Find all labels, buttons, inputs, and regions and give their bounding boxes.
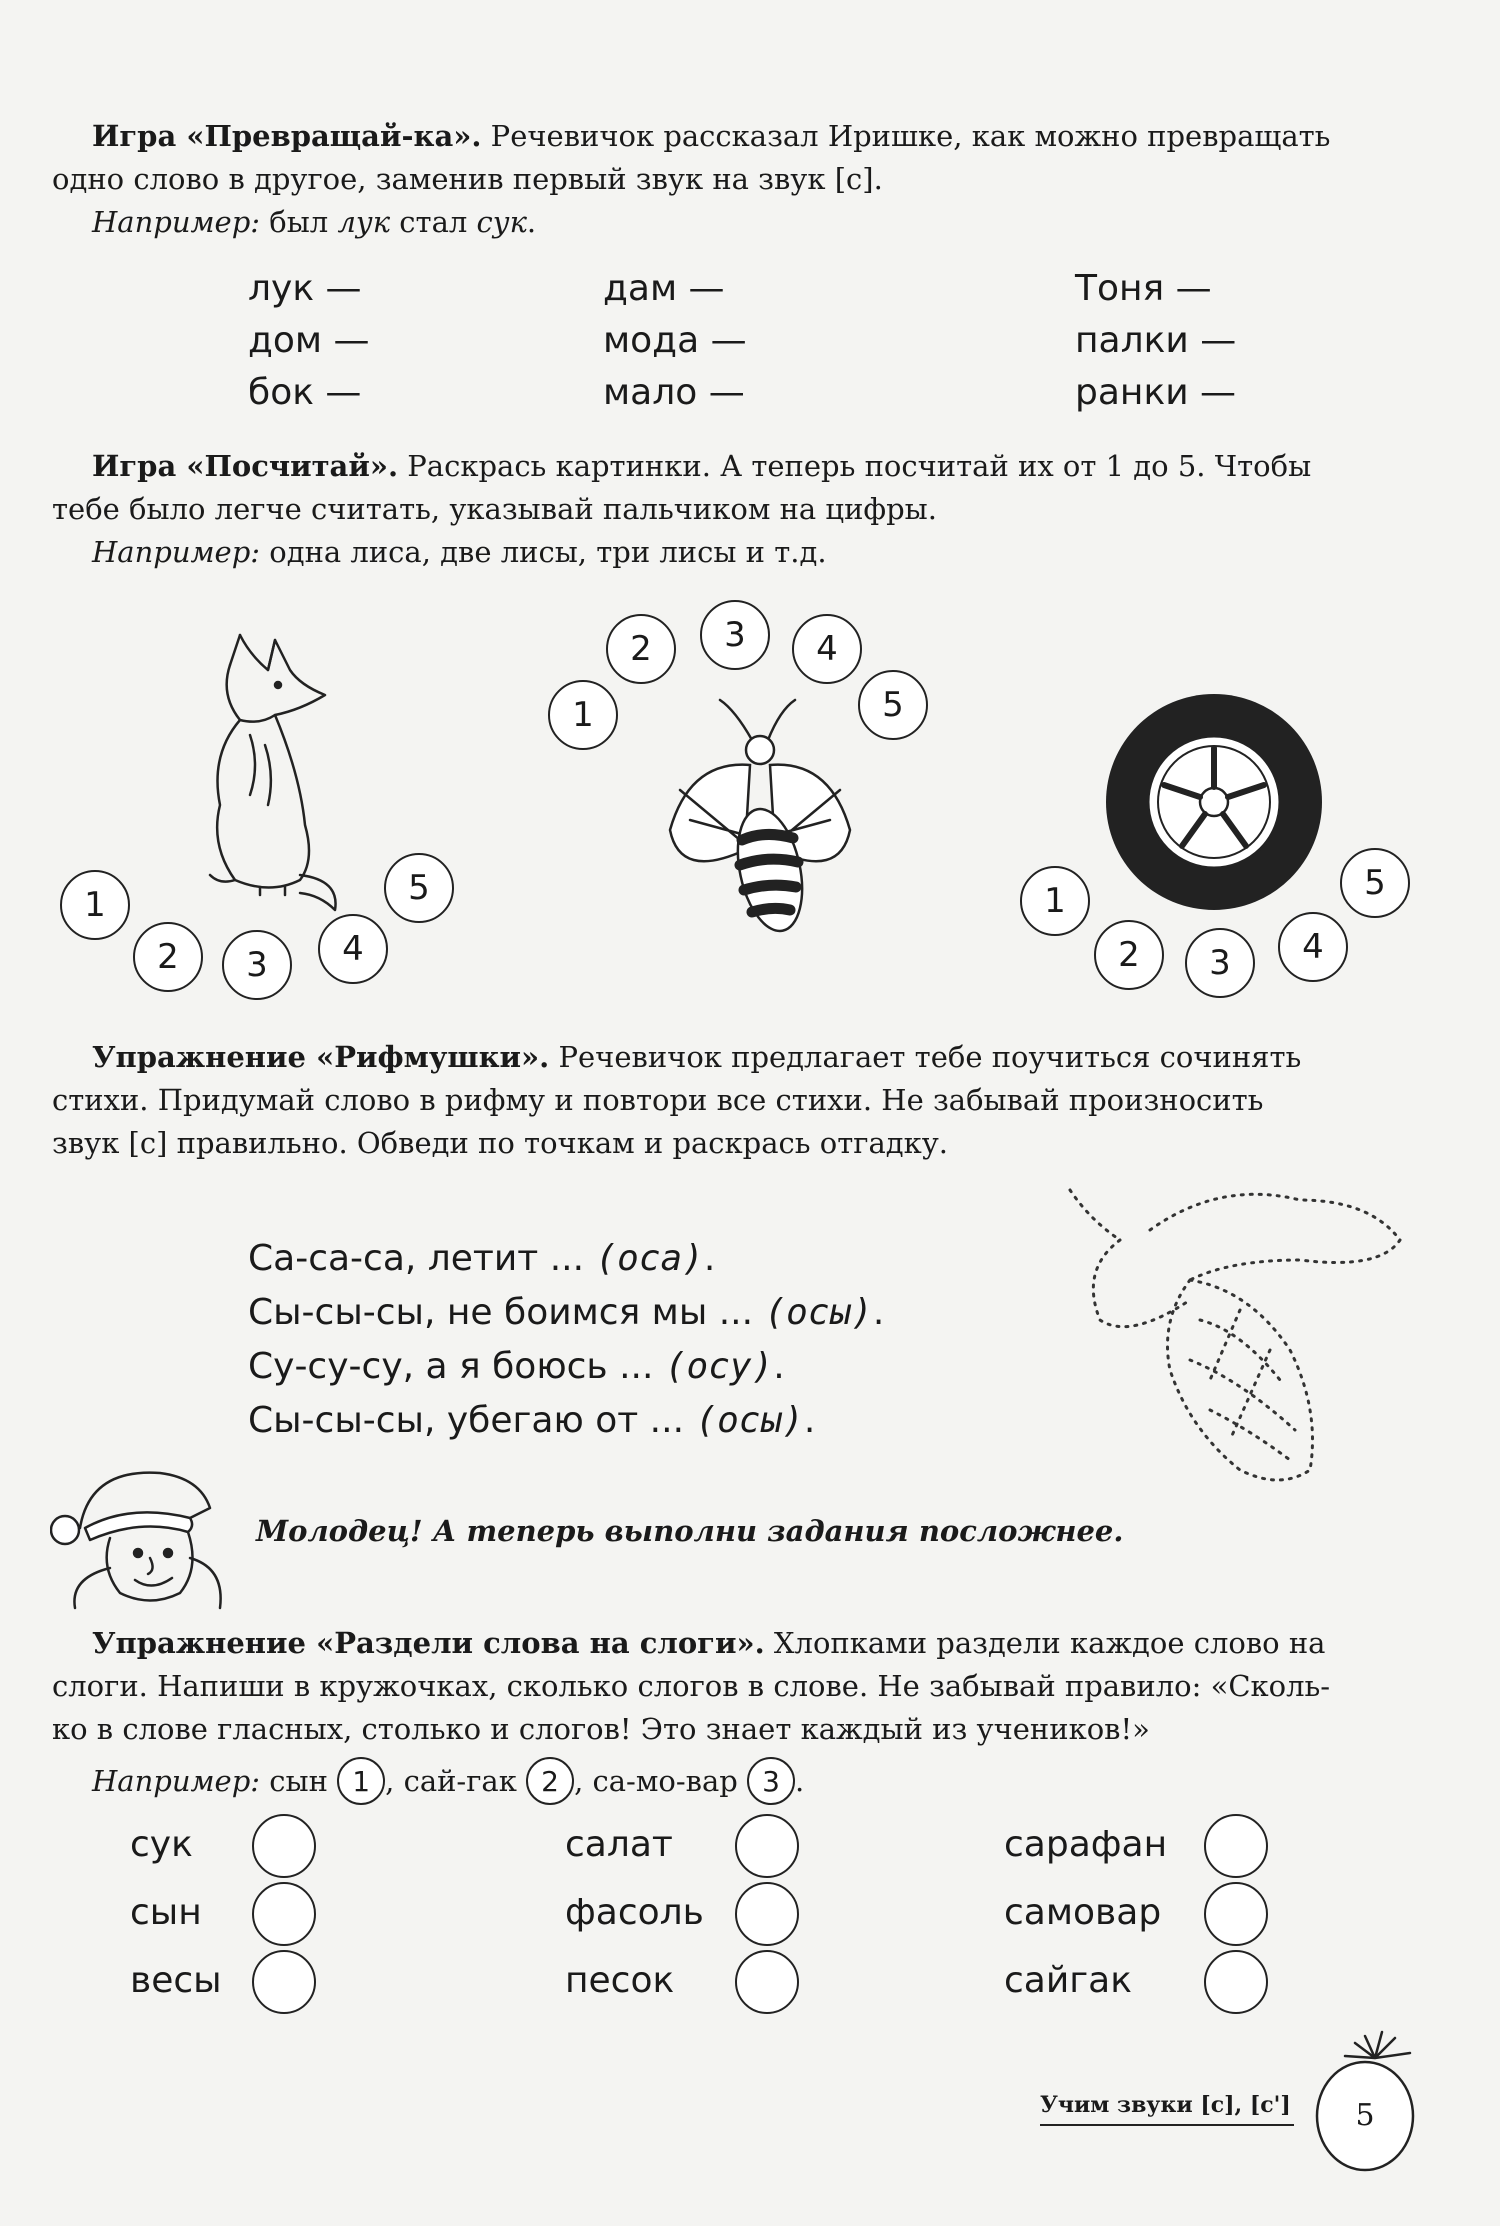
syllable-answer-circle[interactable]: [1204, 1950, 1268, 2014]
game1-text2: одно слово в другое, заменив первый звук на звук [с].: [52, 162, 883, 196]
count-circle-fox-4: 4: [318, 914, 388, 984]
footer-divider: [1040, 2124, 1294, 2126]
syllable-word-salat: салат: [565, 1824, 673, 1865]
syllable-word-suk: сук: [130, 1824, 193, 1865]
game1-example-a: был: [260, 205, 338, 239]
wheel-picture: [1102, 690, 1327, 915]
example-syllable-circle-2: 2: [526, 1757, 574, 1805]
syllable-word-vesy: весы: [130, 1960, 222, 2001]
word-ranki: ранки —: [1075, 372, 1237, 413]
example-end: .: [795, 1763, 805, 1798]
rhyme-line: [248, 1286, 884, 1340]
rhyme-answer: (осы): [764, 1292, 873, 1333]
rhyme-end: .: [803, 1400, 816, 1441]
page-number: 5: [1355, 2098, 1375, 2133]
syllable-answer-circle[interactable]: [252, 1814, 316, 1878]
footer-section-title: Учим звуки [с], [с']: [1040, 2092, 1291, 2118]
praise-text: Молодец! А теперь выполни задания посложнее.: [256, 1514, 1124, 1548]
exercise1-paragraph: [52, 1036, 1432, 1165]
gnome-mascot: [50, 1458, 230, 1613]
fox-picture: [150, 625, 350, 915]
rhyme-line: [248, 1232, 884, 1286]
game2-text1: Раскрась картинки. А теперь посчитай их от 1 до 5. Чтобы: [398, 449, 1312, 483]
game1-example-label: Например:: [92, 205, 261, 239]
count-circle-fox-1: 1: [60, 870, 130, 940]
syllable-answer-circle[interactable]: [735, 1882, 799, 1946]
rhyme-answer: (осы): [695, 1400, 804, 1441]
word-dam: дам —: [603, 268, 725, 309]
rhyme-text: Су-су-су, а я боюсь ...: [248, 1346, 665, 1387]
game1-example-e: .: [526, 205, 537, 239]
example-word-2: , сай-гак: [385, 1763, 527, 1798]
game2-example-label: Например:: [92, 535, 261, 569]
example-word-3: , са-мо-вар: [574, 1763, 748, 1798]
syllable-answer-circle[interactable]: [1204, 1814, 1268, 1878]
example-syllable-circle-1: 1: [337, 1757, 385, 1805]
game2-paragraph: [52, 445, 1432, 574]
word-tonya: Тоня —: [1075, 268, 1212, 309]
game1-example-c: стал: [390, 205, 477, 239]
exercise2-text2: слоги. Напиши в кружочках, сколько слогов в слове. Не забывай правило: «Сколь-: [52, 1669, 1331, 1703]
exercise2-title: Упражнение «Раздели слова на слоги».: [92, 1626, 765, 1660]
rhyme-end: .: [872, 1292, 885, 1333]
word-malo: мало —: [603, 372, 745, 413]
word-palki: палки —: [1075, 320, 1237, 361]
word-bok: бок —: [248, 372, 362, 413]
rhyme-answer: (оса): [595, 1238, 704, 1279]
rhyme-answer: (осу): [664, 1346, 774, 1387]
rhyme-end: .: [773, 1346, 785, 1387]
count-circle-fox-5: 5: [384, 853, 454, 923]
bee-picture: [660, 690, 860, 950]
exercise2-example-label: Например:: [92, 1763, 261, 1798]
game2-title: Игра «Посчитай».: [92, 449, 399, 483]
rhyme-block: [248, 1232, 884, 1448]
syllable-answer-circle[interactable]: [252, 1882, 316, 1946]
exercise1-text1: Речевичок предлагает тебе поучиться сочинять: [549, 1040, 1302, 1074]
game1-paragraph: [52, 115, 1432, 244]
exercise2-text3: ко в слове гласных, столько и слогов! Это знает каждый из учеников!»: [52, 1712, 1150, 1746]
count-circle-fox-3: 3: [222, 930, 292, 1000]
syllable-word-fasol: фасоль: [565, 1892, 704, 1933]
syllable-word-syn: сын: [130, 1892, 202, 1933]
syllable-answer-circle[interactable]: [735, 1950, 799, 2014]
syllable-word-pesok: песок: [565, 1960, 675, 2001]
exercise1-text3: звук [с] правильно. Обведи по точкам и раскрась отгадку.: [52, 1126, 949, 1160]
exercise1-text2: стихи. Придумай слово в рифму и повтори все стихи. Не забывай произносить: [52, 1083, 1264, 1117]
game2-example-text: одна лиса, две лисы, три лисы и т.д.: [260, 535, 827, 569]
syllable-answer-circle[interactable]: [252, 1950, 316, 2014]
word-moda: мода —: [603, 320, 747, 361]
exercise2-example: [92, 1756, 804, 1806]
rhyme-end: .: [703, 1238, 716, 1279]
syllable-answer-circle[interactable]: [735, 1814, 799, 1878]
count-circle-wheel-4: 4: [1278, 912, 1348, 982]
example-word-1: сын: [260, 1763, 338, 1798]
game1-example-d: сук: [476, 205, 527, 239]
count-circle-wheel-3: 3: [1185, 928, 1255, 998]
count-circle-bee-3: 3: [700, 600, 770, 670]
syllable-word-samovar: самовар: [1004, 1892, 1162, 1933]
exercise2-paragraph: [52, 1622, 1432, 1751]
word-dom: дом —: [248, 320, 370, 361]
rhyme-text: Сы-сы-сы, не боимся мы ...: [248, 1292, 765, 1333]
game1-title: Игра «Превращай-ка».: [92, 119, 482, 153]
rhyme-line: [248, 1394, 884, 1448]
count-circle-bee-4: 4: [792, 614, 862, 684]
game2-text2: тебе было легче считать, указывай пальчиком на цифры.: [52, 492, 937, 526]
game1-text1: Речевичок рассказал Иришке, как можно превращать: [481, 119, 1331, 153]
syllable-word-sarafan: сарафан: [1004, 1824, 1168, 1865]
exercise1-title: Упражнение «Рифмушки».: [92, 1040, 550, 1074]
count-circle-bee-1: 1: [548, 680, 618, 750]
exercise2-text1: Хлопками раздели каждое слово на: [764, 1626, 1326, 1660]
rhyme-text: Са-са-са, летит ...: [248, 1238, 596, 1279]
word-luk: лук —: [248, 268, 362, 309]
count-circle-bee-5: 5: [858, 670, 928, 740]
rhyme-text: Сы-сы-сы, убегаю от ...: [248, 1400, 696, 1441]
game1-example-b: лук: [337, 205, 391, 239]
count-circle-fox-2: 2: [133, 922, 203, 992]
syllable-answer-circle[interactable]: [1204, 1882, 1268, 1946]
count-circle-wheel-1: 1: [1020, 866, 1090, 936]
rhyme-line: [248, 1340, 884, 1394]
example-syllable-circle-3: 3: [747, 1757, 795, 1805]
dotted-wasp-picture: [1040, 1180, 1420, 1500]
count-circle-bee-2: 2: [606, 614, 676, 684]
count-circle-wheel-5: 5: [1340, 848, 1410, 918]
syllable-word-saygak: сайгак: [1004, 1960, 1132, 2001]
count-circle-wheel-2: 2: [1094, 920, 1164, 990]
